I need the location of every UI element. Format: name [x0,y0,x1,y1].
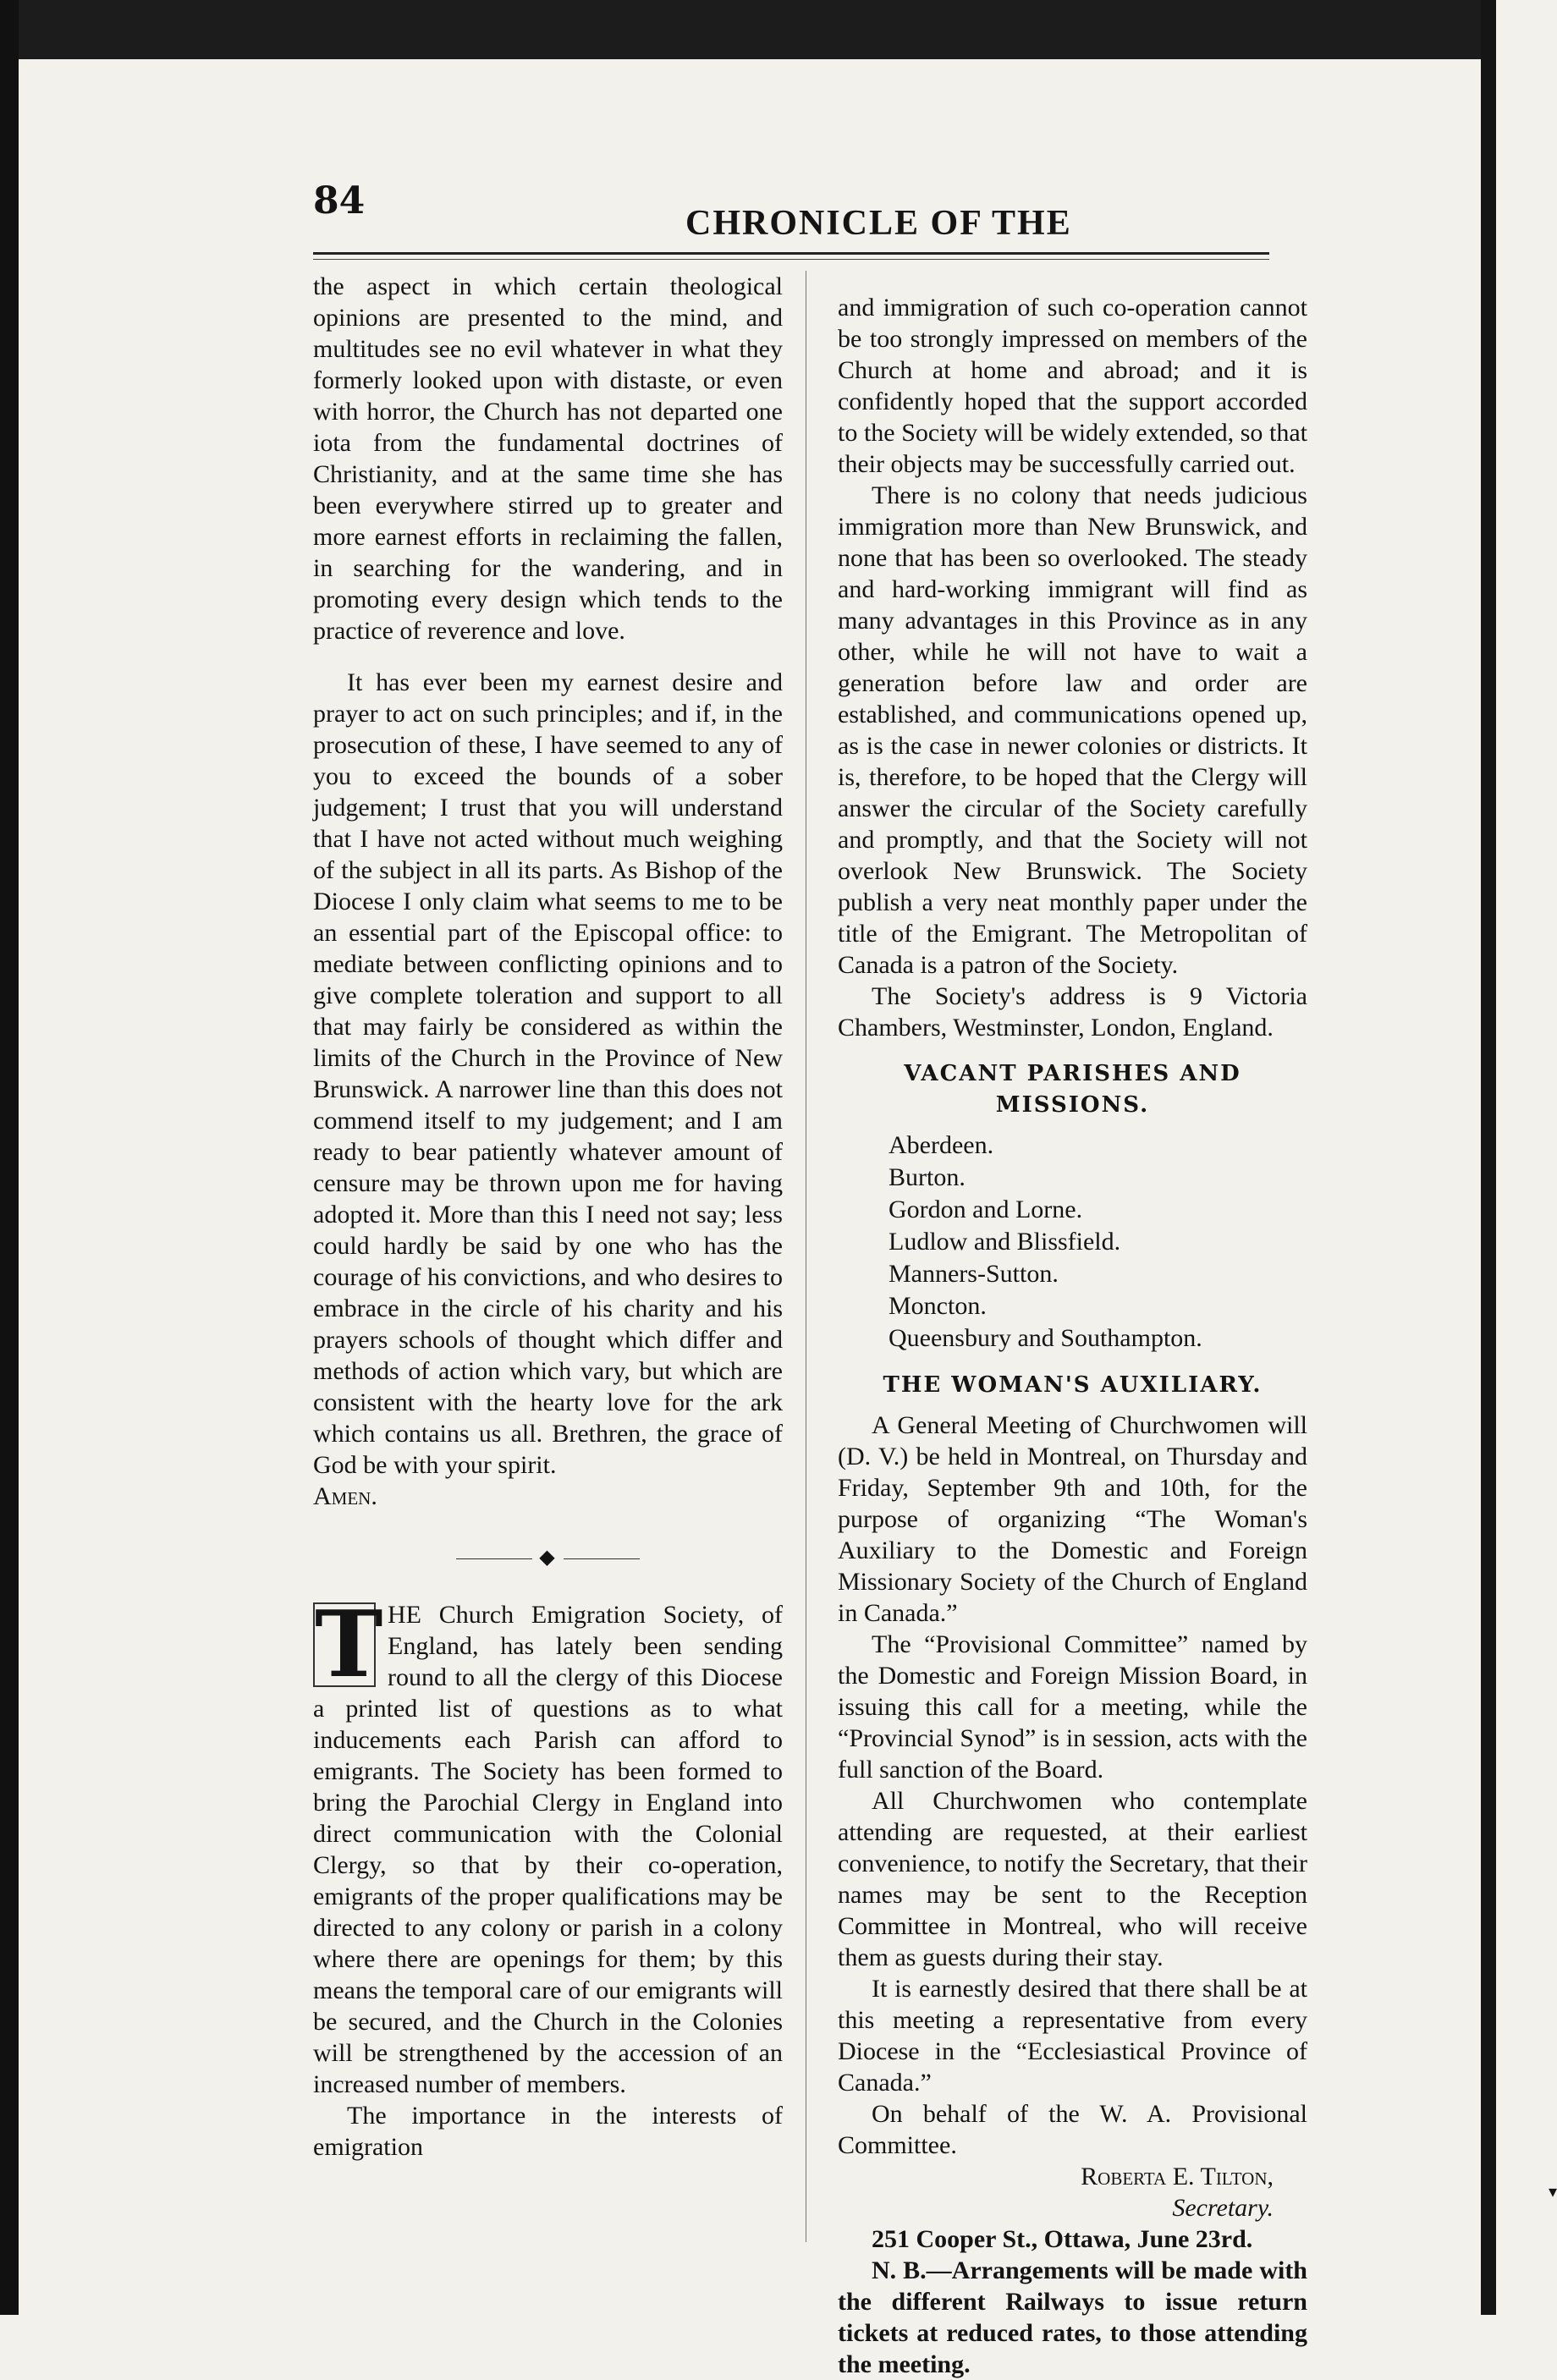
parish-item: Manners-Sutton. [889,1260,1059,1288]
header-rule-thin [313,259,1269,260]
section-ornament [313,1542,783,1574]
immigration-paragraph: There is no colony that needs judicious immigration more than New Brunswick, and none that has been so overlooked. The steady and hard-working immigrant will find as many advantages in this Province as in any other, while he will not have to wait a generation before law and order are established, and communications opened up, as is the case in newer colonies or districts. It is, therefore, to be hoped that the Clergy will answer the circular of the Society carefully and promptly, and that the Society will not overlook New Brunswick. The Society publish a very neat monthly paper under the title of the Emigrant. The Metropolitan of Canada is a patron of the Society. [838,481,1307,979]
scan-border-top [0,0,1496,59]
emigration-paragraph-continued: and immigration of such co-operation cannot be too strongly impressed on members of the Church at home and abroad; and it is confidently hoped that the support accorded to the Society will be widely extended, so that their objects may be successfully carried out. [838,294,1307,478]
auxiliary-heading: THE WOMAN'S AUXILIARY. [883,1372,1263,1398]
sermon-paragraph: It has ever been my earnest desire and prayer to act on such principles; and if, in the prosecution of these, I have seemed to any of you to exceed the bounds of a sober judgement; I trust that you will understand that I have not acted without much weighing of the subject in all its parts. As Bishop of the Diocese I only claim what seems to me to be an essential part of the Episcopal office: to mediate between conflicting opinions and to give complete toleration and support to all that may fairly be considered as within the limits of the Church in the Province of New Brunswick. A narrower line than this does not commend itself to my judgement; and I am ready to bear patiently whatever amount of censure may be thrown upon me for having adopted it. More than this I need not say; less could hardly be said by one who has the courage of his convictions, and who desires to embrace in the circle of his charity and his prayers schools of thought which differ and methods of action which vary, but which are consistent with the hearty love for the ark which contains us all. Brethren, the grace of God be with your spirit. [313,668,783,1479]
signature-title: Secretary. [1172,2194,1274,2222]
society-address: The Society's address is 9 Victoria Chambers, Westminster, London, England. [838,982,1307,1042]
drop-cap-letter: T [315,1591,383,1698]
scan-border-left [0,0,19,2315]
parish-item: Moncton. [889,1292,987,1320]
address-line: 251 Cooper St., Ottawa, June 23rd. [872,2225,1253,2253]
auxiliary-paragraph: It is earnestly desired that there shall be at this meeting a representative from every Diocese in the “Ecclesiastical Province of Canada.” [838,1975,1307,2097]
parish-item: Aberdeen. [889,1131,994,1159]
page-number: 84 [313,179,366,223]
signature-name: Roberta E. Tilton, [1081,2163,1274,2190]
auxiliary-paragraph: On behalf of the W. A. Provisional Committee. [838,2100,1307,2159]
auxiliary-paragraph: A General Meeting of Churchwomen will (D. V.) be held in Montreal, on Thursday and Friday, September 9th and 10th, for the purpose of organizing “The Woman's Auxiliary to the Domestic and Foreign Missionary Society of the Church of England in Canada.” [838,1411,1307,1627]
emigration-text: HE Church Emigration Society, of England, has lately been sending round to all the clergy of this Diocese a printed list of questions as to what inducements each Parish can afford to emigrants. The Society has been formed to bring the Parochial Clergy in England into direct communication with the Colonial Clergy, so that by their co-operation, emigrants of the proper qualifications may be directed to any colony or parish in a colony where there are openings for them; by this means the temporal care of our emigrants will be secured, and the Church in the Colonies will be strengthened by the accession of an increased number of members. [313,1601,783,2098]
amen-line: Amen. [313,1482,377,1510]
right-column [838,292,1307,2380]
vacant-parishes-heading: VACANT PARISHES AND MISSIONS. [904,1061,1241,1118]
left-column [313,271,783,2163]
auxiliary-paragraph: The “Provisional Committee” named by the Domestic and Foreign Mission Board, in issuing this call for a meeting, while the “Provincial Synod” is in session, acts with the full sanction of the Board. [838,1630,1307,1784]
footer-mark: ▾ [1549,2181,1557,2201]
parish-item: Queensbury and Southampton. [889,1324,1202,1352]
header-rule [313,252,1269,255]
vacant-parishes-list [838,1130,1307,1355]
ornament-glyph: ◆ [539,1547,557,1569]
parish-item: Ludlow and Blissfield. [889,1228,1121,1256]
nb-note: N. B.—Arrangements will be made with the different Railways to issue return tickets at reduced rates, to those attending the meeting. [838,2256,1307,2378]
parish-item: Gordon and Lorne. [889,1195,1083,1223]
emigration-paragraph [313,1591,783,2100]
sermon-paragraph: the aspect in which certain theological opinions are presented to the mind, and multitudes see no evil whatever in what they formerly looked upon with distaste, or even with horror, the Church has not departed one iota from the fundamental doctrines of Christianity, and at the same time she has been everywhere stirred up to greater and more earnest efforts in reclaiming the fallen, in searching for the wandering, and in promoting every design which tends to the practice of reverence and love. [313,272,783,645]
running-head: CHRONICLE OF THE [685,204,1072,243]
auxiliary-paragraph: All Churchwomen who contemplate attending are requested, at their earliest convenience, to notify the Secretary, that their names may be sent to the Reception Committee in Montreal, who will receive them as guests during their stay. [838,1787,1307,1971]
parish-item: Burton. [889,1163,966,1191]
scan-border-right [1481,0,1496,2315]
emigration-continuation: The importance in the interests of emigration [313,2102,783,2161]
document-page [245,118,1557,2378]
